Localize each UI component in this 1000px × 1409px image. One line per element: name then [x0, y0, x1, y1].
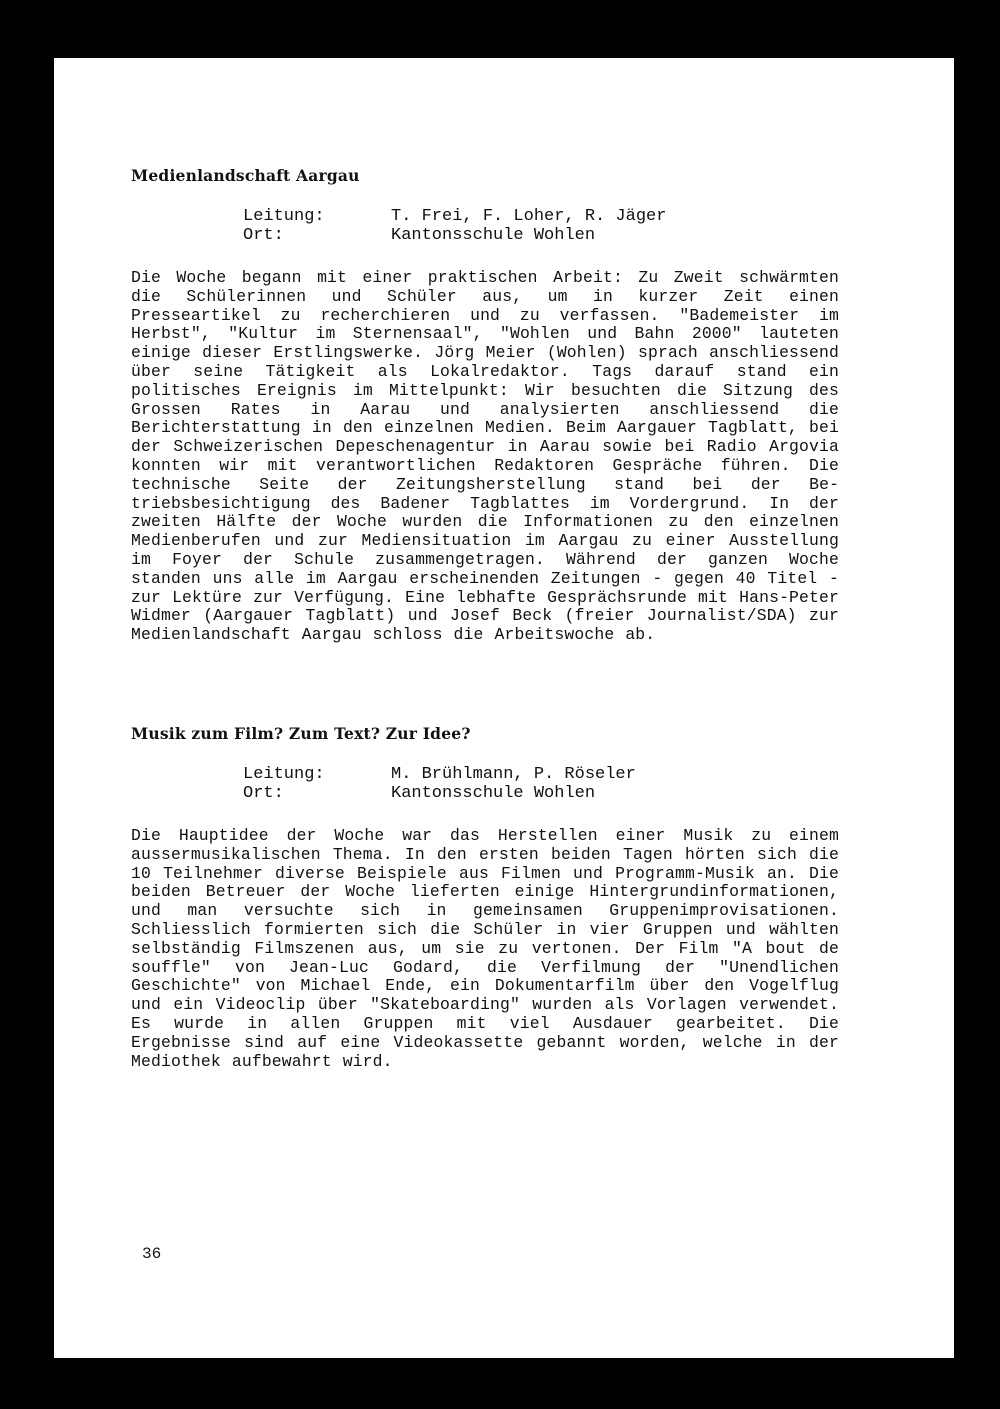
leitung-row	[243, 207, 839, 226]
document-page	[54, 58, 954, 1358]
section-body: Die Hauptidee der Woche war das Herstellen einer Musik zu einem aussermusikalischen Thema. In den ersten beiden Tagen hörten sich die 10 Teilnehmer diverse Beispiele aus Filmen und Programm-Musik an. Die beiden Betreuer der Woche lieferten einige Hintergrundinformationen, und man versuchte sich in gemeinsamen Gruppenimprovisationen. Schliesslich formierten sich die Schüler in vier Gruppen und wählten selbständig Filmszenen aus, um sie zu vertonen. Der Film "A bout de souffle" von Jean-Luc Godard, die Verfilmung der "Unendlichen Geschichte" von Michael Ende, ein Dokumentarfilm über den Vogelflug und ein Videoclip über "Skateboarding" wurden als Vorlagen verwendet. Es wurde in allen Gruppen mit viel Ausdauer gearbeitet. Die Ergebnisse sind auf eine Videokassette gebannt worden, welche in der Mediothek aufbewahrt wird.	[131, 826, 839, 1071]
leitung-label: Leitung:	[243, 765, 325, 784]
ort-row	[243, 784, 839, 803]
ort-label: Ort:	[243, 784, 284, 803]
section-title: Musik zum Film? Zum Text? Zur Idee?	[131, 724, 471, 743]
ort-value: Kantonsschule Wohlen	[391, 784, 596, 803]
leitung-row	[243, 765, 839, 784]
ort-value: Kantonsschule Wohlen	[391, 226, 596, 245]
section-meta	[243, 765, 839, 803]
ort-row	[243, 226, 839, 245]
leitung-value: M. Brühlmann, P. Röseler	[391, 765, 636, 784]
section-title: Medienlandschaft Aargau	[131, 166, 360, 185]
leitung-label: Leitung:	[243, 207, 325, 226]
ort-label: Ort:	[243, 226, 284, 245]
section-meta	[243, 207, 839, 245]
leitung-value: T. Frei, F. Loher, R. Jäger	[391, 207, 667, 226]
section-body: Die Woche begann mit einer praktischen Arbeit: Zu Zweit schwärmten die Schülerinnen und Schüler aus, um in kurzer Zeit einen Presseartikel zu recherchieren und zu verfassen. "Bademeister im Herbst", "Kultur im Sternensaal", "Wohlen und Bahn 2000" lauteten einige dieser Erstlingswerke. Jörg Meier (Wohlen) sprach anschliessend über seine Tätigkeit als Lokalredaktor. Tags darauf stand ein politisches Ereignis im Mittelpunkt: Wir besuchten die Sitzung des Grossen Rates in Aarau und analysierten anschliessend die Berichterstattung in den einzelnen Medien. Beim Aargauer Tagblatt, bei der Schweizerischen Depeschenagentur in Aarau sowie bei Radio Argovia konnten wir mit verantwortlichen Redaktoren Gespräche führen. Die technische Seite der Zeitungsherstellung stand bei der Betriebsbesichtigung des Badener Tagblattes im Vordergrund. In der zweiten Hälfte der Woche wurden die Informationen zu den einzelnen Medienberufen und zur Mediensituation im Aargau zu einer Ausstellung im Foyer der Schule zusammengetragen. Während der ganzen Woche standen uns alle im Aargau erscheinenden Zeitungen - gegen 40 Titel - zur Lektüre zur Verfügung. Eine lebhafte Gesprächsrunde mit Hans-Peter Widmer (Aargauer Tagblatt) und Josef Beck (freier Journalist/SDA) zur Medienlandschaft Aargau schloss die Arbeitswoche ab.	[131, 268, 839, 645]
page-number: 36	[142, 1245, 162, 1263]
section-medienlandschaft	[131, 166, 839, 661]
section-musik-zum-film	[131, 724, 839, 1088]
